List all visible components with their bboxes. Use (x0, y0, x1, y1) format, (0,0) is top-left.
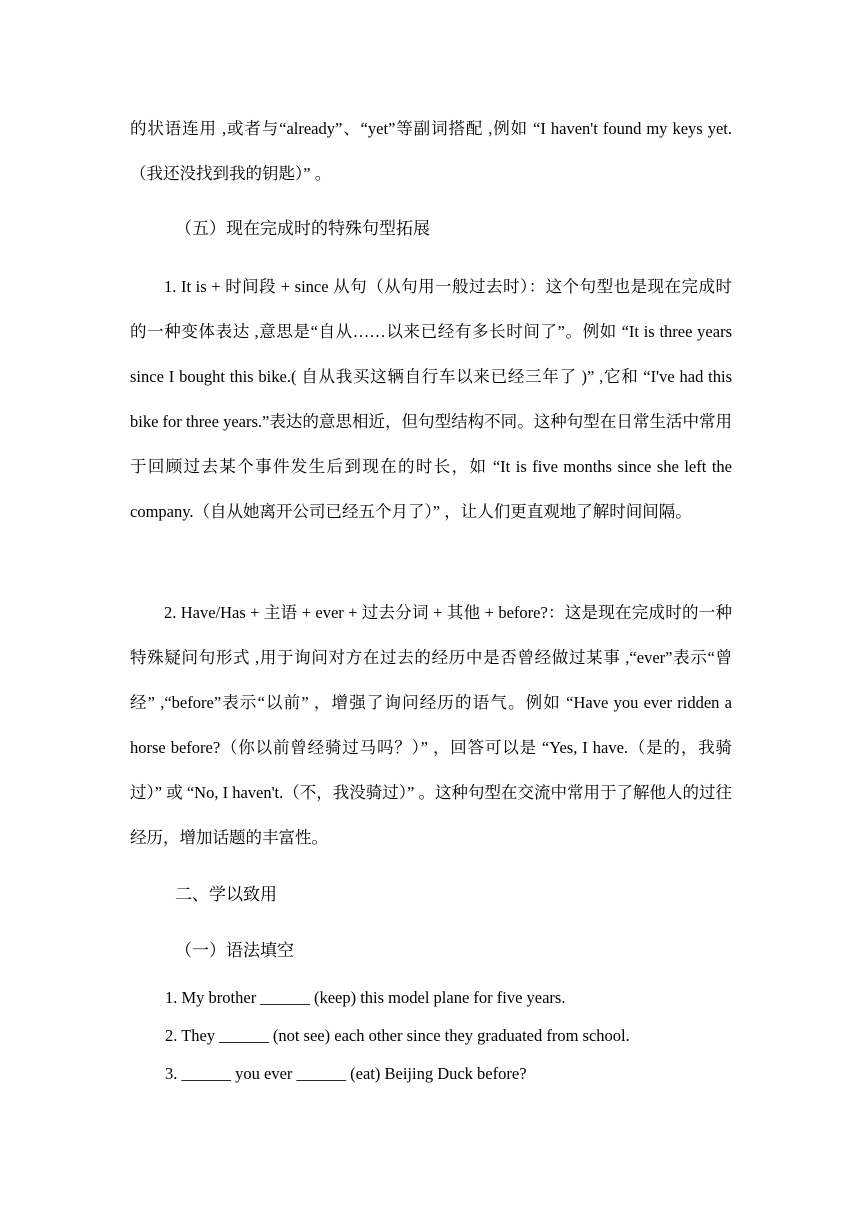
exercise-item-1: 1. My brother ______ (keep) this model plane for five years. (165, 988, 566, 1007)
intro-paragraph: 的状语连用 ,或者与“already”、“yet”等副词搭配 ,例如 “I haven't found my keys yet.（我还没找到我的钥匙）” 。 (130, 119, 732, 183)
exercise-item-2: 2. They ______ (not see) each other since they graduated from school. (165, 1026, 630, 1045)
section-five-heading: （五）现在完成时的特殊句型拓展 (175, 219, 430, 239)
pattern-two-paragraph: 2. Have/Has + 主语 + ever + 过去分词 + 其他 + before?：这是现在完成时的一种特殊疑问句形式 ,用于询问对方在过去的经历中是否曾经做过某事 ,“ever”表示“曾经” ,“before”表示“以前” ，增强了询问经历的语气。例如 “Have you ever ridden a horse before?（你以前曾经骑过马吗？）” ，回答可以是 “Yes, I have.（是的，我骑过）” 或 “No, I haven't.（不，我没骑过）” 。这种句型在交流中常用于了解他人的过往经历，增加话题的丰富性。 (130, 603, 732, 847)
section-two-heading: 二、学以致用 (175, 885, 277, 905)
pattern-one-paragraph: 1. It is + 时间段 + since 从句（从句用一般过去时）：这个句型也是现在完成时的一种变体表达 ,意思是“自从……以来已经有多长时间了”。例如 “It is three years since I bought this bike.( 自从我买这辆自行车以来已经三年了 )” ,它和 “I've had this bike for three years.”表达的意思相近，但句型结构不同。这种句型在日常生活中常用于回顾过去某个事件发生后到现在的时长，如 “It is five months since she left the company.（自从她离开公司已经五个月了）” ，让人们更直观地了解时间间隔。 (130, 277, 732, 521)
subsection-one-heading: （一）语法填空 (175, 941, 294, 961)
exercise-item-3: 3. ______ you ever ______ (eat) Beijing Duck before? (165, 1064, 527, 1083)
